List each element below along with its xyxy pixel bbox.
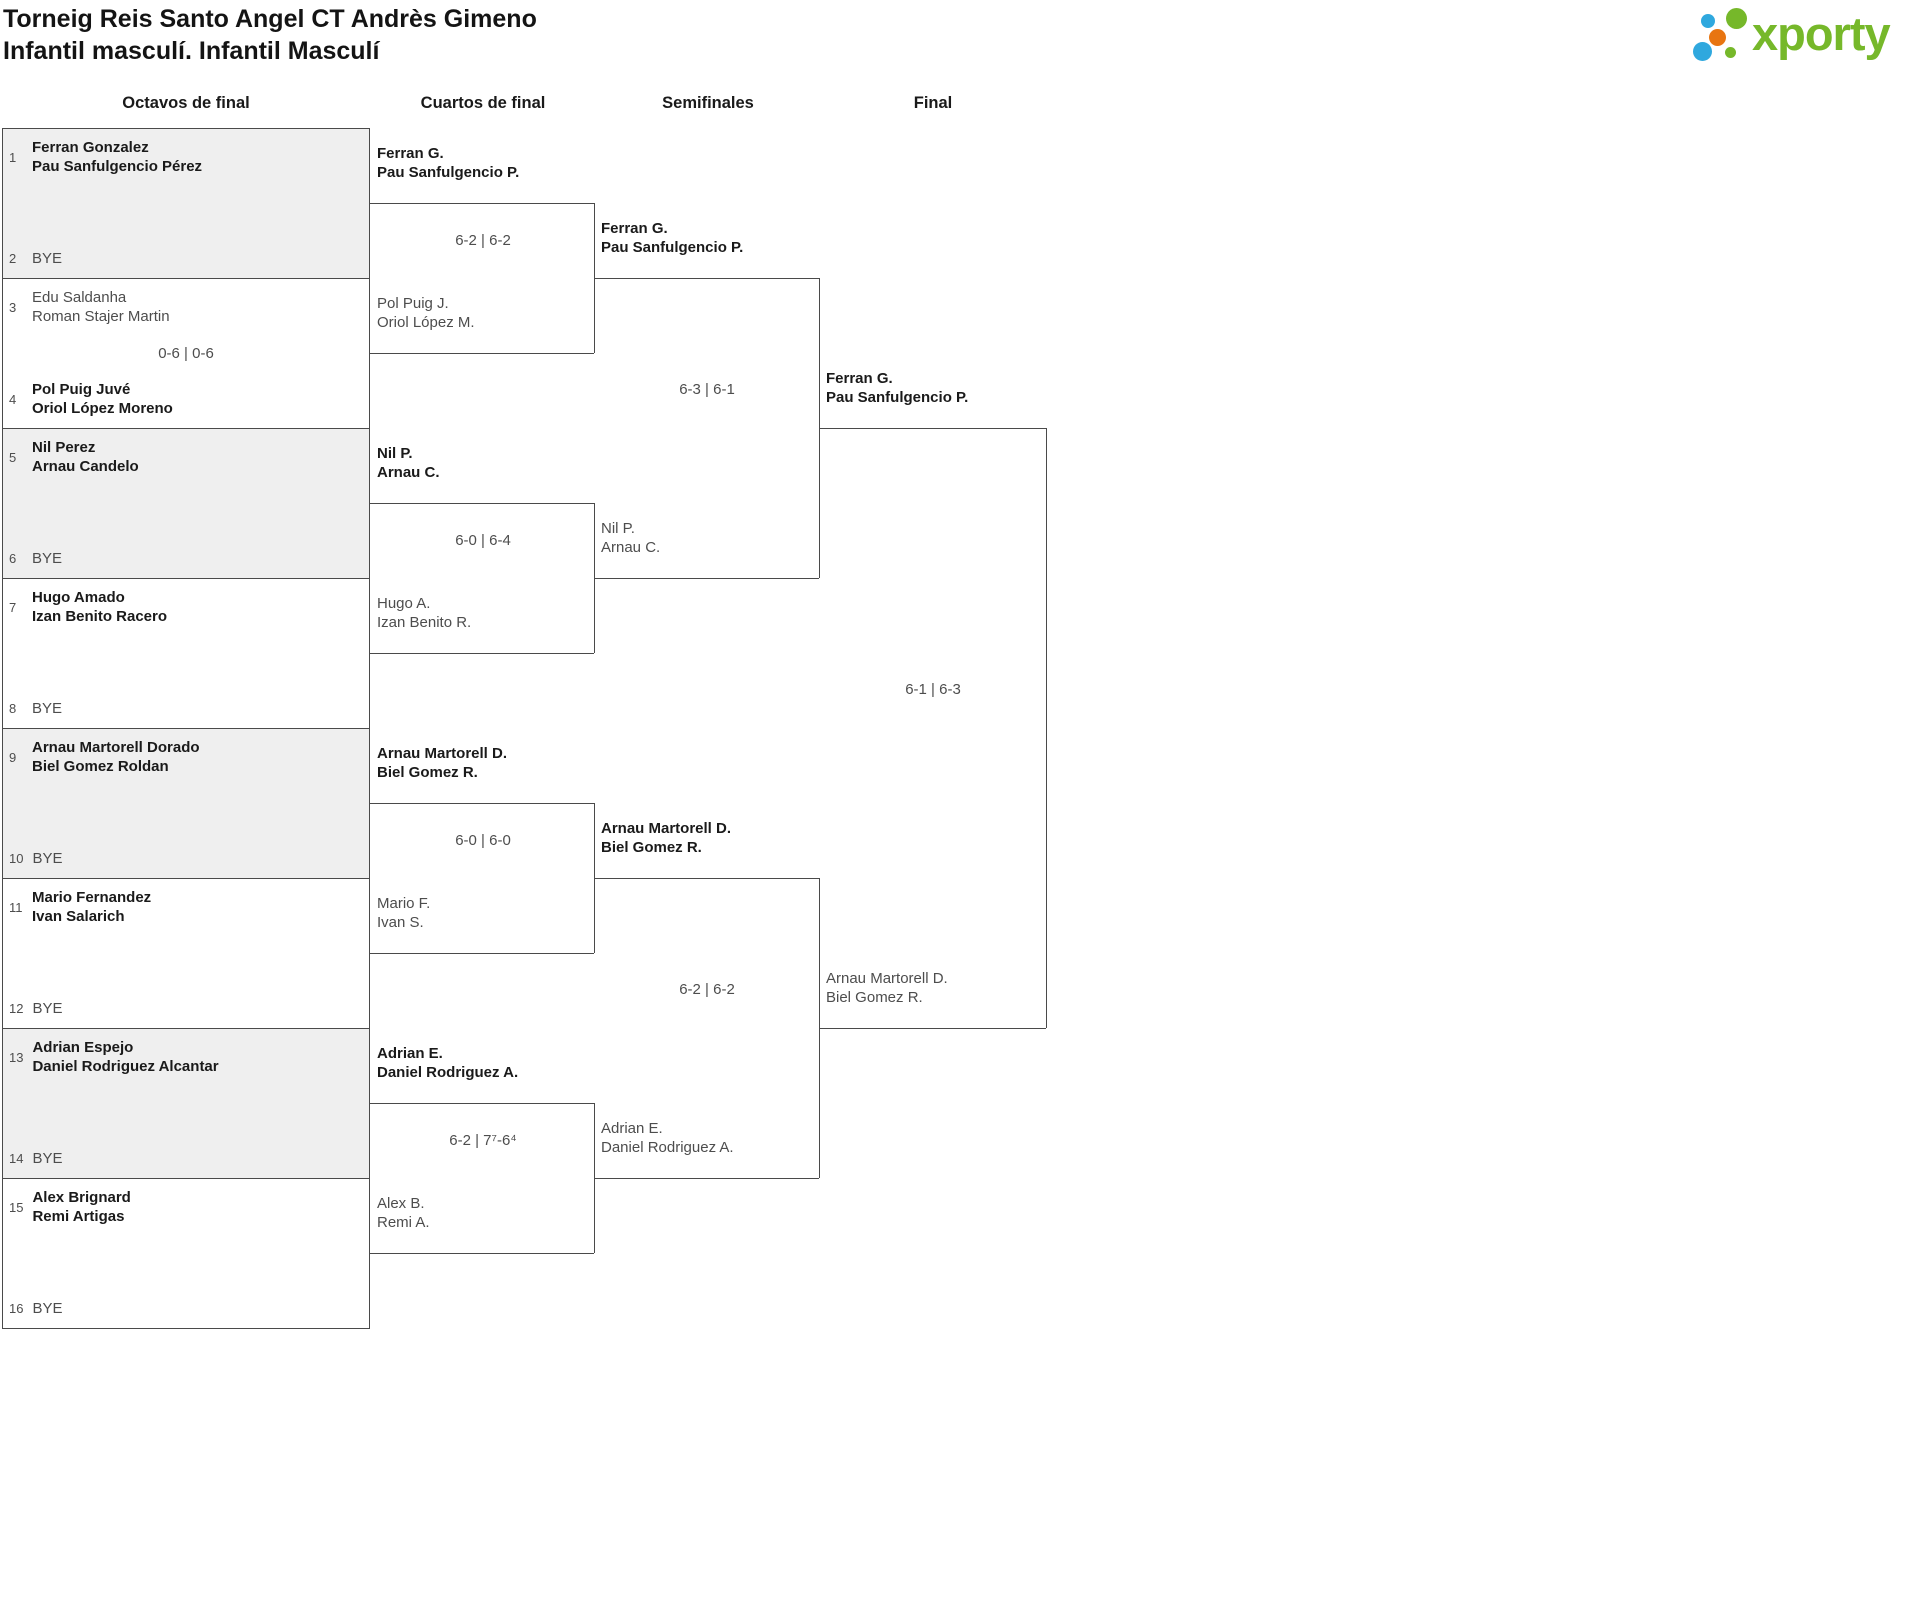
bracket-slot [9,738,200,776]
team-names [32,588,167,626]
bracket-connector [594,578,819,579]
bracket-slot [9,999,62,1018]
tournament-category: Infantil masculí. Infantil Masculí [3,37,380,65]
seed-number: 15 [9,1199,24,1215]
bracket-box-5-6 [2,428,370,579]
player-name: Roman Stajer Martin [32,308,170,325]
bracket-connector [594,1178,819,1179]
qf3-team1-label: Arnau Martorell D. Biel Gomez R. [377,745,508,781]
seed-number: 11 [9,899,23,915]
bracket-slot [9,1038,219,1076]
team-names [32,738,200,776]
round-header-cuartos: Cuartos de final [420,94,546,112]
player-name: Oriol López Moreno [32,400,173,417]
seed-number: 16 [9,1301,24,1316]
bracket-connector [594,878,819,879]
bracket-box-7-8 [2,578,370,729]
team-names [32,888,151,926]
bracket-connector [370,953,594,954]
bracket-box-3-4 [2,278,370,429]
bracket-slot [9,1149,62,1168]
seed-number: 4 [9,391,17,407]
qf3-team2-label: Mario F. Ivan S. [377,895,431,931]
seed-number: 2 [9,251,17,266]
qf1-score: 6-2 | 6-2 [455,232,511,249]
round-header-octavos: Octavos de final [122,94,250,112]
player-name: Ferran Gonzalez [32,139,149,156]
round-header-final: Final [913,94,953,112]
qf2-team2-label: Hugo A. Izan Benito R. [377,595,472,631]
player-name: Edu Saldanha [32,289,127,306]
bracket-slot [9,438,139,476]
player-name: Remi Artigas [32,1208,125,1225]
logo-dot-icon [1701,14,1715,28]
bye-label: BYE [32,1000,63,1017]
team-names [32,1038,218,1076]
qf3-score: 6-0 | 6-0 [455,832,511,849]
sf1-team2-label: Nil P. Arnau C. [601,520,661,556]
qf4-score: 6-2 | 7⁷-6⁴ [449,1132,517,1149]
player-name: Mario Fernandez [32,889,152,906]
bracket-slot [9,888,151,926]
logo-dot-icon [1725,47,1736,58]
logo-dot-icon [1726,8,1747,29]
bracket-slot [9,249,62,268]
final-team1-label: Ferran G. Pau Sanfulgencio P. [826,370,969,406]
bracket-box-13-14 [2,1028,370,1179]
bracket-connector [370,1103,594,1104]
bye-label: BYE [32,550,63,567]
bracket-connector [370,803,594,804]
team-names [32,438,139,476]
player-name: Arnau Candelo [32,458,139,475]
bracket-connector [594,278,819,279]
bracket-slot [9,138,202,176]
bracket-box-9-10 [2,728,370,879]
qf4-team2-label: Alex B. Remi A. [377,1195,430,1231]
bracket-connector [370,503,594,504]
seed-number: 5 [9,449,17,465]
player-name: Alex Brignard [32,1189,131,1206]
match-score: 0-6 | 0-6 [158,345,214,362]
round-header-semifinales: Semifinales [662,94,754,112]
player-name: Ivan Salarich [32,908,125,925]
seed-number: 14 [9,1151,24,1166]
bracket-slot [9,380,173,418]
bracket-slot [9,849,62,868]
bracket-connector [1046,428,1047,1028]
seed-number: 10 [9,851,24,866]
logo-dot-icon [1709,29,1726,46]
team-names [32,380,173,418]
seed-number: 8 [9,701,17,716]
player-name: Pau Sanfulgencio Pérez [32,158,203,175]
bye-label: BYE [32,700,63,717]
bracket-slot [9,1188,131,1226]
bye-label: BYE [32,250,63,267]
team-names [32,1188,130,1226]
bracket-box-11-12 [2,878,370,1029]
qf2-score: 6-0 | 6-4 [455,532,511,549]
logo-wordmark: xporty [1752,7,1890,60]
player-name: Biel Gomez Roldan [32,758,169,775]
player-name: Arnau Martorell Dorado [32,739,200,756]
player-name: Izan Benito Racero [32,608,168,625]
player-name: Daniel Rodriguez Alcantar [32,1058,219,1075]
bracket-box-15-16 [2,1178,370,1329]
bracket-connector [370,653,594,654]
final-team2-label: Arnau Martorell D. Biel Gomez R. [826,970,948,1006]
bracket-slot [9,588,167,626]
bye-label: BYE [32,850,63,867]
player-name: Hugo Amado [32,589,125,606]
bracket-connector [370,1253,594,1254]
bracket-connector [370,353,594,354]
qf2-team1-label: Nil P. Arnau C. [377,445,440,481]
sf1-score: 6-3 | 6-1 [679,381,735,398]
page-title [3,3,537,67]
seed-number: 12 [9,1001,24,1016]
player-name: Pol Puig Juvé [32,381,131,398]
bye-label: BYE [32,1300,63,1317]
seed-number: 9 [9,749,17,765]
bracket-slot [9,699,62,718]
team-names [32,138,202,176]
bye-label: BYE [32,1150,63,1167]
player-name: Adrian Espejo [32,1039,134,1056]
bracket-box-1-2 [2,128,370,279]
sf2-score: 6-2 | 6-2 [679,981,735,998]
seed-number: 3 [9,299,17,315]
bracket-slot [9,1299,62,1318]
tournament-title: Torneig Reis Santo Angel CT Andrès Gimeno [3,5,537,33]
sf2-team2-label: Adrian E. Daniel Rodriguez A. [601,1120,734,1156]
seed-number: 1 [9,149,17,165]
seed-number: 13 [9,1049,24,1065]
seed-number: 6 [9,551,17,566]
team-names [32,288,170,326]
bracket-connector [819,428,1046,429]
final-score: 6-1 | 6-3 [905,681,961,698]
qf1-team1-label: Ferran G. Pau Sanfulgencio P. [377,145,520,181]
sf1-team1-label: Ferran G. Pau Sanfulgencio P. [601,220,744,256]
bracket-connector [819,1028,1046,1029]
logo-dot-icon [1693,42,1712,61]
qf1-team2-label: Pol Puig J. Oriol López M. [377,295,475,331]
player-name: Nil Perez [32,439,96,456]
bracket-slot [9,288,170,326]
qf4-team1-label: Adrian E. Daniel Rodriguez A. [377,1045,519,1081]
sf2-team1-label: Arnau Martorell D. Biel Gomez R. [601,820,732,856]
bracket-slot [9,549,62,568]
seed-number: 7 [9,599,17,615]
bracket-connector [370,203,594,204]
